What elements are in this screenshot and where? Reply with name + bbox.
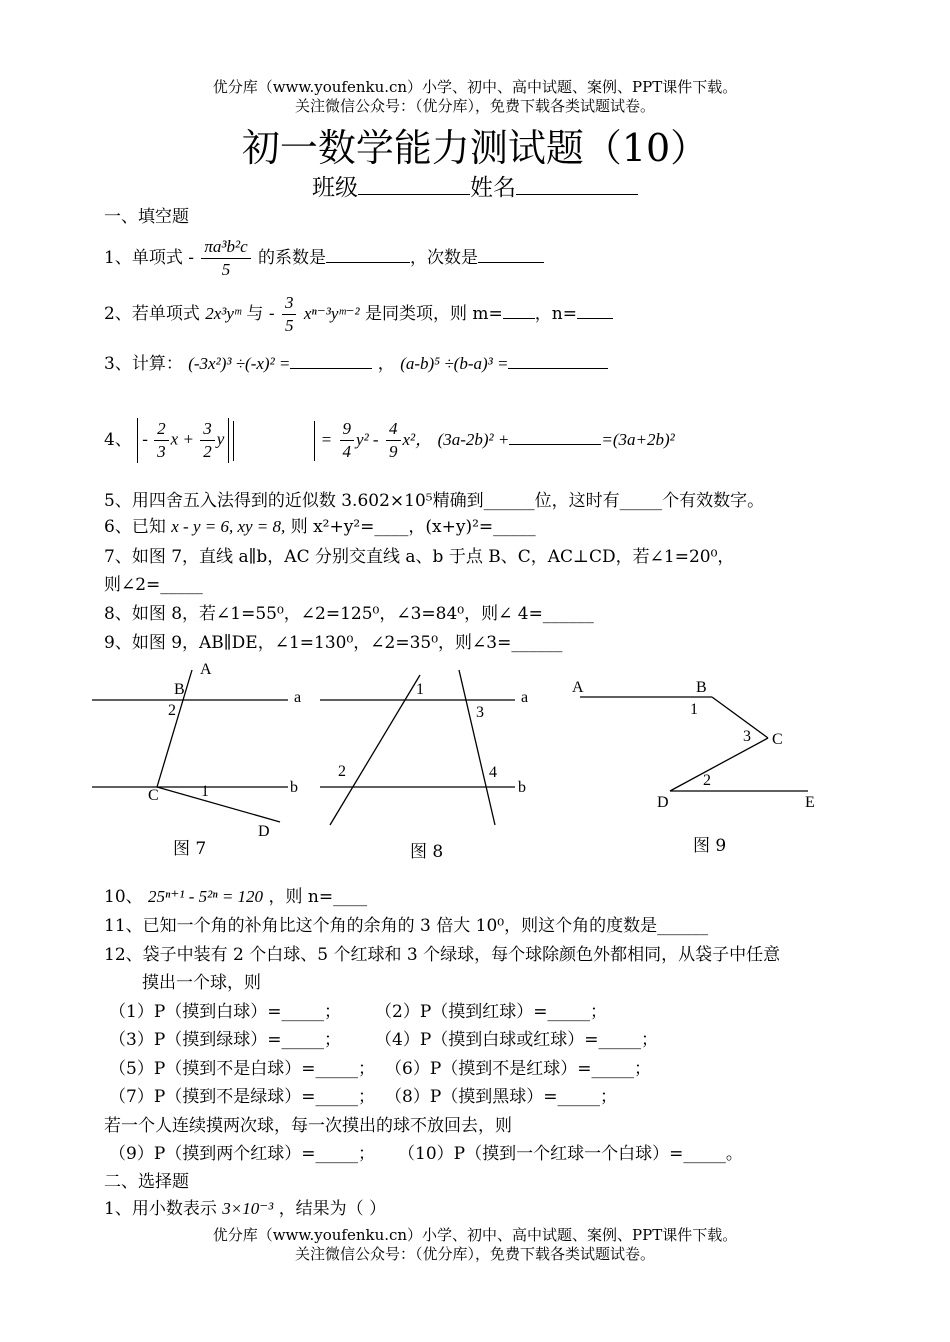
- q2-term-1: 2x³yᵐ: [205, 304, 242, 323]
- name-label: 姓名: [470, 175, 516, 201]
- fig8-caption: 图 8: [410, 842, 444, 862]
- fig9-label-A: A: [572, 679, 584, 696]
- q2-blank-2: [577, 302, 613, 319]
- fig7-label-2: 2: [168, 702, 176, 719]
- q4-x-sq: x²，: [402, 430, 433, 449]
- fig9-label-3: 3: [743, 728, 751, 745]
- q4-y: y: [216, 429, 225, 449]
- q2-blank-1: [503, 302, 535, 319]
- question-1: [104, 236, 544, 281]
- q2-num: 3: [282, 292, 297, 315]
- fig8-label-1: 1: [416, 681, 424, 698]
- q10-end: ，则 n=____: [268, 887, 368, 907]
- header-line-2: 关注微信公众号：（优分库），免费下载各类试题试卷。: [294, 97, 655, 115]
- fig9-caption: 图 9: [693, 836, 727, 856]
- q4-frac-1: [154, 418, 169, 463]
- q2-prefix: 2、若单项式: [104, 304, 200, 324]
- prob-3: （3）P（摸到绿球）=_____；: [109, 1030, 341, 1050]
- q4-equals: =: [320, 430, 333, 449]
- q4-f2-num: 3: [200, 418, 215, 441]
- section-fill-in: 一、填空题: [104, 207, 189, 227]
- q2-end: 是同类项，则 m=: [364, 304, 503, 324]
- q4-frac-3: [340, 418, 355, 463]
- q3-expr-2: (a-b)⁵ ÷(b-a)³ =: [400, 354, 509, 373]
- q3-prefix: 3、计算：: [104, 354, 183, 374]
- fig9-label-1: 1: [690, 701, 698, 718]
- choice-1: [104, 1198, 386, 1220]
- c1-end: ，结果为（ ）: [278, 1199, 387, 1219]
- q1-blank-1: [326, 246, 410, 263]
- q3-blank-2: [508, 352, 608, 369]
- q4-frac-2: [200, 418, 215, 463]
- question-7a: 7、如图 7，直线 a∥b，AC 分别交直线 a、b 于点 B、C，AC⊥CD，若∠1=20⁰，: [104, 547, 735, 567]
- fig9-label-E: E: [805, 794, 815, 811]
- q10-expr: 25ⁿ⁺¹ - 5²ⁿ = 120: [148, 887, 264, 906]
- q4-x-plus: x +: [170, 429, 194, 449]
- class-blank: [358, 174, 470, 195]
- q1-num: πa³b²c: [201, 236, 250, 259]
- class-label: 班级: [312, 175, 358, 201]
- question-12b: 摸出一个球，则: [142, 973, 261, 993]
- subtitle: [0, 174, 950, 202]
- q6-text: 则 x²+y²=____，(x+y)²=_____: [290, 517, 536, 537]
- q1-fraction: [201, 236, 250, 281]
- fig7-label-A: A: [200, 661, 212, 678]
- fig7-caption: 图 7: [173, 839, 207, 859]
- q2-mid: 与 -: [246, 304, 275, 324]
- footer-line-2: 关注微信公众号：（优分库），免费下载各类试题试卷。: [294, 1245, 655, 1263]
- question-9: 9、如图 9，AB∥DE，∠1=130⁰，∠2=35⁰，则∠3=______: [104, 633, 563, 653]
- question-5: 5、用四舍五入法得到的近似数 3.602×10⁵精确到______位，这时有_____个有效数字。: [104, 491, 765, 511]
- q1-blank-2: [478, 246, 544, 263]
- q2-den: 5: [284, 316, 294, 335]
- prob-2: （2）P（摸到红球）=_____；: [375, 1002, 607, 1022]
- q1-prefix: 1、单项式 -: [104, 248, 194, 268]
- q4-f1-num: 2: [154, 418, 169, 441]
- q2-term-2: xⁿ⁻³yᵐ⁻²: [303, 304, 360, 323]
- page-title: 初一数学能力测试题（10）: [241, 126, 709, 170]
- fig8-label-b: b: [518, 779, 526, 796]
- header-line-1: 优分库（www.youfenku.cn）小学、初中、高中试题、案例、PPT课件下载。: [212, 78, 738, 96]
- q1-end: ，次数是: [410, 248, 479, 268]
- q4-f3-num: 9: [340, 418, 355, 441]
- q6-prefix: 6、已知: [104, 517, 166, 537]
- q3-sep: ，: [377, 354, 395, 374]
- q10-prefix: 10、: [104, 887, 143, 907]
- fig8-label-3: 3: [476, 704, 484, 721]
- c1-prefix: 1、用小数表示: [104, 1199, 217, 1219]
- q4-minus: -: [142, 429, 148, 449]
- question-6: [104, 516, 536, 538]
- fig9-label-B: B: [696, 679, 707, 696]
- fig7-label-1: 1: [201, 783, 209, 800]
- prob-9: （9）P（摸到两个红球）=_____；: [109, 1144, 375, 1164]
- section-choice: 二、选择题: [104, 1172, 189, 1192]
- q4-f4-num: 4: [386, 418, 401, 441]
- q3-expr-1: (-3x²)³ ÷(-x)² =: [188, 354, 291, 373]
- q4-blank: [509, 428, 601, 445]
- question-4: [104, 418, 675, 463]
- prob-8: （8）P（摸到黑球）=_____；: [385, 1087, 617, 1107]
- question-10: [104, 886, 367, 908]
- question-7b: 则∠2=_____: [104, 575, 203, 595]
- fig9-label-2: 2: [703, 772, 711, 789]
- figure-7: [92, 670, 288, 822]
- q4-f2-den: 2: [203, 442, 212, 461]
- question-12a: 12、袋子中装有 2 个白球、5 个红球和 3 个绿球，每个球除颜色外都相同，从袋子中任意: [104, 945, 781, 965]
- name-blank: [516, 174, 638, 195]
- question-12c: 若一个人连续摸两次球，每一次摸出的球不放回去，则: [104, 1116, 512, 1136]
- fig8-label-a: a: [521, 689, 529, 706]
- q4-paren-blank: [233, 421, 315, 461]
- q4-f3-den: 4: [342, 442, 352, 461]
- question-2: [104, 292, 613, 337]
- fig7-label-b: b: [290, 779, 298, 796]
- prob-7: （7）P（摸到不是绿球）=_____；: [109, 1087, 375, 1107]
- q4-f4-den: 9: [389, 442, 398, 461]
- fig9-label-C: C: [772, 731, 783, 748]
- c1-expr: 3×10⁻³: [222, 1199, 274, 1218]
- footer-line-1: 优分库（www.youfenku.cn）小学、初中、高中试题、案例、PPT课件下载。: [212, 1226, 738, 1244]
- q4-frac-4: [386, 418, 401, 463]
- q4-y-sq: y² -: [356, 430, 379, 449]
- q4-expr-2b: =(3a+2b)²: [601, 430, 675, 449]
- fig7-label-D: D: [258, 823, 270, 840]
- figures: [0, 650, 950, 860]
- question-8: 8、如图 8，若∠1=55⁰，∠2=125⁰，∠3=84⁰，则∠ 4=______: [104, 604, 594, 624]
- q4-prefix: 4、: [104, 430, 132, 450]
- fig7-label-C: C: [148, 787, 159, 804]
- prob-1: （1）P（摸到白球）=_____；: [109, 1002, 341, 1022]
- q4-f1-den: 3: [157, 442, 166, 461]
- prob-5: （5）P（摸到不是白球）=_____；: [109, 1059, 375, 1079]
- question-11: 11、已知一个角的补角比这个角的余角的 3 倍大 10⁰，则这个角的度数是______: [104, 916, 709, 936]
- q4-paren-1: [137, 418, 229, 463]
- question-3: [104, 352, 608, 375]
- fig8-label-2: 2: [338, 763, 346, 780]
- q6-condition: x - y = 6, xy = 8,: [171, 517, 286, 536]
- q4-expr-2a: (3a-2b)² +: [437, 430, 510, 449]
- prob-4: （4）P（摸到白球或红球）=_____；: [375, 1030, 658, 1050]
- fig7-label-B: B: [174, 681, 185, 698]
- q2-end-2: ，n=: [534, 304, 577, 324]
- prob-10: （10）P（摸到一个红球一个白球）=_____。: [398, 1144, 743, 1164]
- prob-6: （6）P（摸到不是红球）=_____；: [385, 1059, 651, 1079]
- fig7-label-a: a: [294, 689, 302, 706]
- fig8-label-4: 4: [489, 764, 497, 781]
- q1-mid: 的系数是: [258, 248, 327, 268]
- q3-blank-1: [290, 352, 372, 369]
- q2-fraction: [282, 292, 297, 337]
- fig9-label-D: D: [657, 794, 669, 811]
- q1-den: 5: [221, 260, 231, 279]
